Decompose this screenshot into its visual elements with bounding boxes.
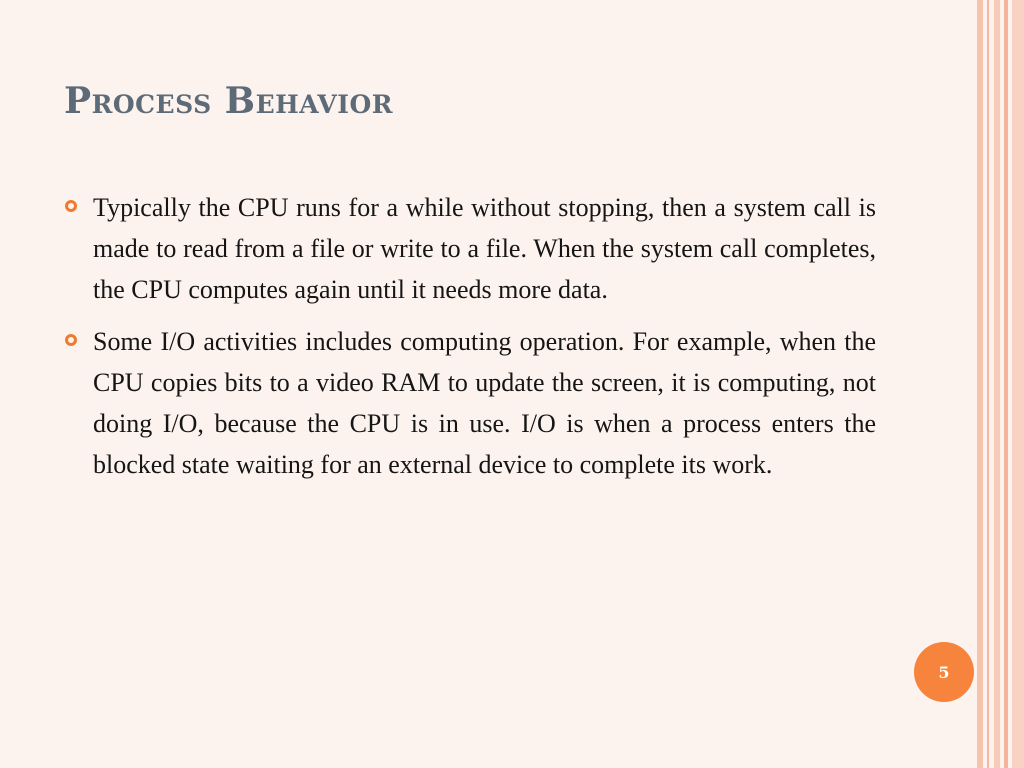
- bullet-text: Some I/O activities includes computing operation. For example, when the CPU copies bits to a video RAM to update the screen, it is computing, not doing I/O, because the CPU is in use. I/O is when a process enters the blocked state waiting for an external device to complete its work.: [93, 327, 876, 479]
- bullet-item: [64, 188, 876, 310]
- page-number-badge: [914, 642, 974, 702]
- decorative-stripe: [977, 0, 983, 768]
- decorative-stripe: [1012, 0, 1024, 768]
- bullet-list: [64, 188, 876, 498]
- page-number: 5: [938, 662, 950, 682]
- decorative-stripe: [994, 0, 1000, 768]
- decorative-stripe: [1004, 0, 1008, 768]
- bullet-circle-icon: [65, 334, 77, 346]
- bullet-item: [64, 322, 876, 485]
- bullet-circle-icon: [65, 200, 77, 212]
- bullet-text: Typically the CPU runs for a while without stopping, then a system call is made to read from a file or write to a file. When the system call completes, the CPU computes again until it needs more data.: [93, 193, 876, 304]
- decorative-stripe: [987, 0, 989, 768]
- slide-title: Process Behavior: [64, 80, 393, 122]
